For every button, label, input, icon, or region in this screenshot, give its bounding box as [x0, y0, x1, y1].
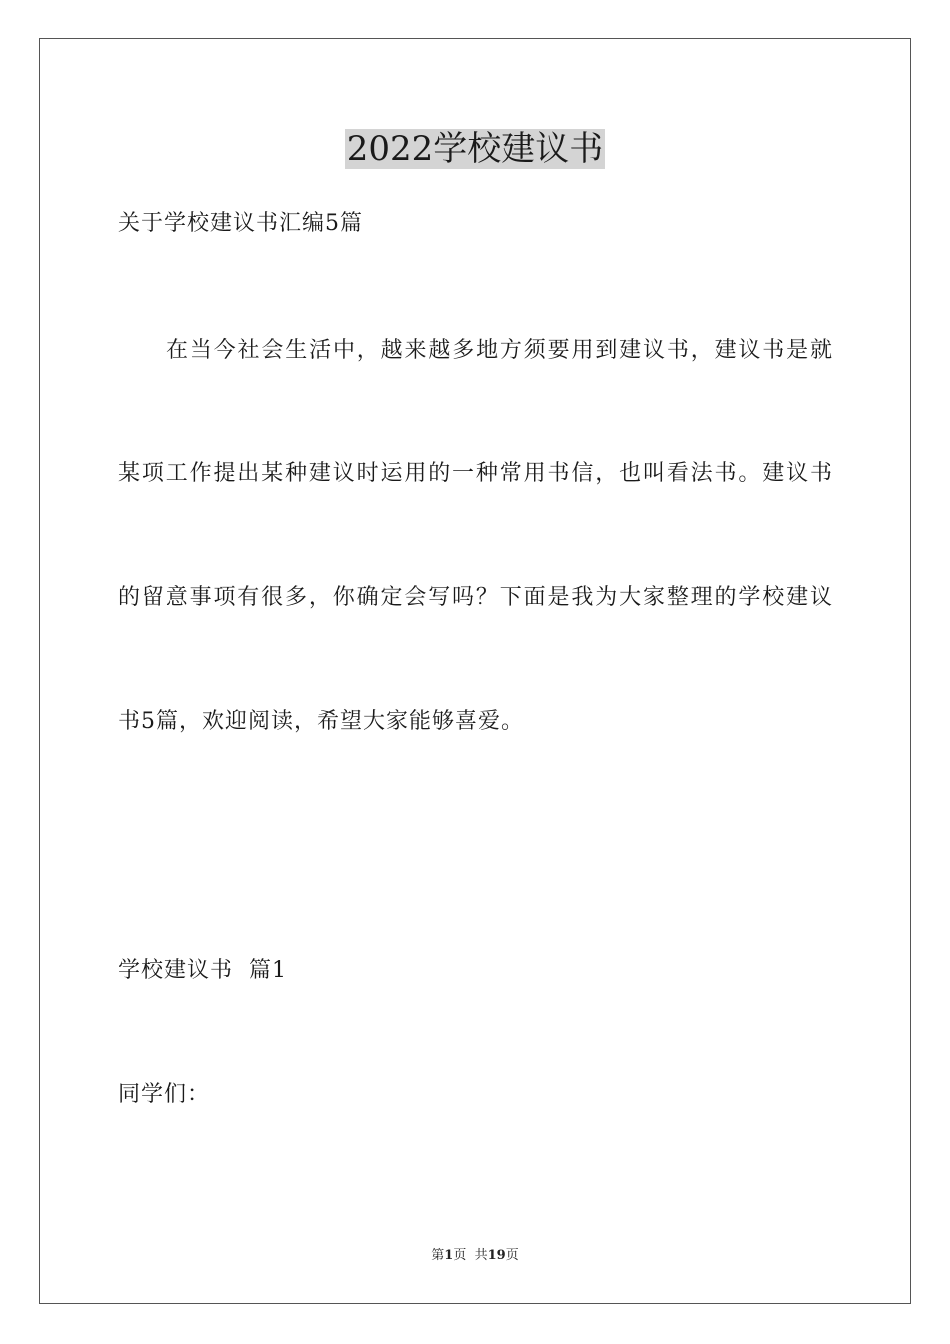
footer-current-page: 1 [444, 1248, 454, 1263]
salutation: 同学们： [118, 1082, 211, 1107]
document-subtitle: 关于学校建议书汇编5篇 [118, 211, 363, 236]
page-footer [0, 1247, 950, 1265]
document-title [0, 126, 950, 172]
footer-prefix: 第 [431, 1248, 445, 1263]
footer-middle: 页 共 [453, 1248, 488, 1263]
intro-line-2: 某项工作提出某种建议时运用的一种常用书信，也叫看法书。建议书 [118, 461, 832, 486]
footer-total-pages: 19 [487, 1248, 506, 1263]
intro-line-1: 在当今社会生活中，越来越多地方须要用到建议书，建议书是就 [166, 338, 832, 363]
intro-line-4: 书5篇，欢迎阅读，希望大家能够喜爱。 [118, 709, 524, 734]
section-heading: 学校建议书 篇1 [118, 958, 287, 983]
footer-suffix: 页 [505, 1248, 519, 1263]
intro-line-3: 的留意事项有很多，你确定会写吗？下面是我为大家整理的学校建议 [118, 585, 832, 610]
document-title-text: 2022学校建议书 [346, 129, 604, 169]
